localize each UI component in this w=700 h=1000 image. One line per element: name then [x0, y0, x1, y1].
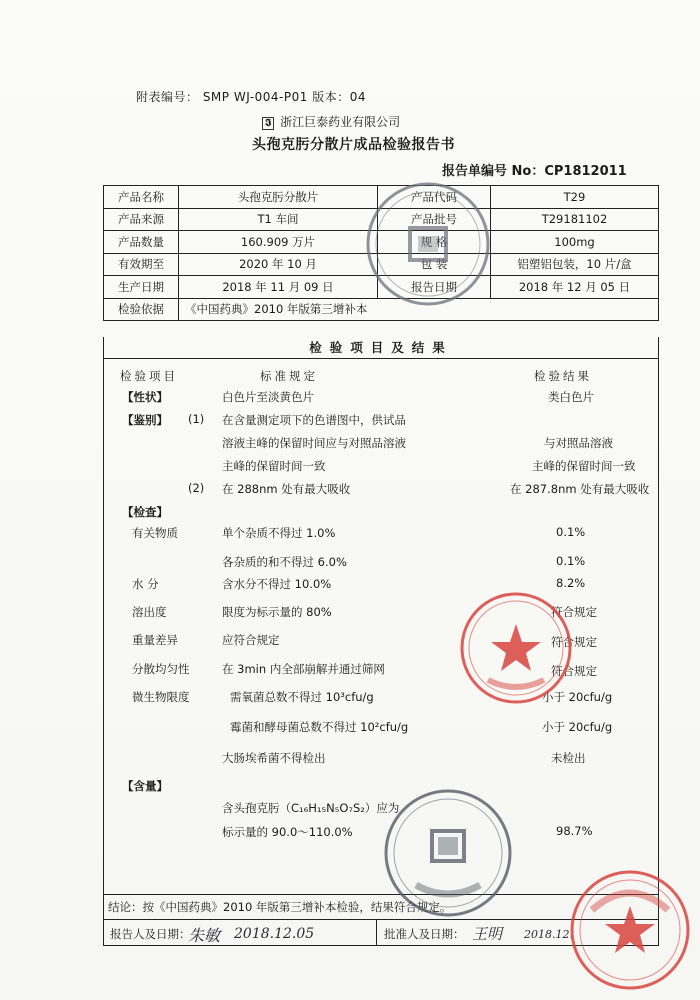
result-item: 水 分 — [132, 577, 159, 591]
basis-label: 检验依据 — [104, 298, 179, 321]
result-item: 【性状】 — [122, 390, 168, 404]
info-row — [104, 186, 659, 209]
col-header-result: 检验结果 — [534, 369, 592, 383]
result-value: 98.7% — [556, 824, 593, 838]
result-standard: 白色片至淡黄色片 — [222, 390, 314, 404]
result-value: 0.1% — [556, 525, 586, 539]
result-value: 小于 20cfu/g — [542, 690, 613, 704]
result-value: 符合规定 — [551, 605, 597, 619]
result-standard: 主峰的保留时间一致 — [222, 459, 326, 473]
result-standard: 含水分不得过 10.0% — [222, 577, 332, 591]
col-header-standard: 标准规定 — [260, 369, 318, 383]
reporter-signature: 朱敏 — [188, 926, 221, 945]
product-info-table — [103, 185, 659, 321]
info-row — [104, 276, 659, 299]
result-item: 重量差异 — [132, 633, 178, 647]
result-standard: 标示量的 90.0～110.0% — [222, 825, 353, 839]
result-value: 与对照品溶液 — [544, 436, 613, 450]
result-sub: (2) — [188, 481, 205, 495]
result-standard: 各杂质的和不得过 6.0% — [222, 555, 347, 569]
info-value: 头孢克肟分散片 — [179, 186, 378, 209]
info-row-basis — [104, 298, 659, 321]
results-area — [103, 358, 659, 895]
signature-row — [103, 920, 659, 946]
result-value: 符合规定 — [551, 664, 597, 678]
approver-label: 批准人及日期： — [384, 927, 465, 941]
company-name-line — [262, 113, 400, 130]
info-value: T1 车间 — [179, 208, 378, 231]
info-row — [104, 231, 659, 254]
info-value: T29181102 — [491, 208, 659, 231]
approver-date: 2018.12. — [524, 928, 573, 941]
conclusion-line: 结论：按《中国药典》2010 年版第三增补本检验，结果符合规定。 — [103, 895, 659, 920]
info-value: 2020 年 10 月 — [179, 253, 378, 276]
result-sub: (1) — [188, 412, 205, 426]
result-value: 小于 20cfu/g — [542, 720, 613, 734]
reporter-label: 报告人及日期： — [110, 927, 191, 941]
result-standard: 溶液主峰的保留时间应与对照品溶液 — [222, 436, 406, 450]
result-item: 分散均匀性 — [132, 662, 190, 676]
info-value: 160.909 万片 — [179, 231, 378, 254]
info-value: 铝塑铝包装，10 片/盒 — [491, 253, 659, 276]
result-value: 8.2% — [556, 576, 586, 590]
result-standard: 在 3min 内全部崩解并通过筛网 — [222, 662, 385, 676]
result-standard: 限度为标示量的 80% — [222, 605, 332, 619]
result-standard: 大肠埃希菌不得检出 — [222, 751, 326, 765]
company-name: 浙江巨泰药业有限公司 — [280, 115, 401, 129]
info-value: T29 — [491, 186, 659, 209]
info-label: 包 装 — [378, 253, 491, 276]
info-label: 生产日期 — [104, 276, 179, 299]
info-label: 产品代码 — [378, 186, 491, 209]
info-row — [104, 253, 659, 276]
result-standard: 需氧菌总数不得过 10³cfu/g — [230, 690, 374, 704]
info-row — [104, 208, 659, 231]
result-standard: 应符合规定 — [222, 633, 280, 647]
info-label: 产品来源 — [104, 208, 179, 231]
info-label: 产品批号 — [378, 208, 491, 231]
result-standard: 霉菌和酵母菌总数不得过 10²cfu/g — [230, 720, 409, 734]
info-label: 产品数量 — [104, 231, 179, 254]
reporter-date: 2018.12.05 — [234, 926, 315, 942]
info-label: 规 格 — [378, 231, 491, 254]
result-item: 【鉴别】 — [122, 413, 168, 427]
company-logo-icon: 𝕴 — [262, 117, 274, 130]
info-label: 报告日期 — [378, 276, 491, 299]
result-value: 主峰的保留时间一致 — [532, 459, 636, 473]
result-item: 【含量】 — [122, 779, 168, 793]
result-value: 0.1% — [556, 554, 586, 568]
report-number-label: 报告单编号 No： — [442, 164, 545, 179]
form-number: 附表编号： SMP WJ-004-P01 版本：04 — [136, 90, 366, 104]
info-value: 2018 年 12 月 05 日 — [491, 276, 659, 299]
result-standard: 含头孢克肟（C₁₆H₁₅N₅O₇S₂）应为 — [222, 801, 400, 815]
result-item: 溶出度 — [132, 605, 167, 619]
result-item: 微生物限度 — [132, 690, 190, 704]
result-value: 符合规定 — [551, 635, 597, 649]
report-number-value: CP1812011 — [544, 164, 627, 179]
signature-divider — [376, 920, 377, 945]
result-value: 在 287.8nm 处有最大吸收 — [510, 482, 650, 496]
approver-signature: 王明 — [472, 925, 503, 943]
document-title: 头孢克肟分散片成品检验报告书 — [252, 137, 455, 153]
result-standard: 单个杂质不得过 1.0% — [222, 526, 336, 540]
result-item: 有关物质 — [132, 526, 178, 540]
basis-value: 《中国药典》2010 年版第三增补本 — [179, 298, 659, 321]
result-value: 未检出 — [551, 751, 586, 765]
info-label: 有效期至 — [104, 253, 179, 276]
result-value: 类白色片 — [548, 390, 594, 404]
result-standard: 在含量测定项下的色谱图中，供试品 — [222, 413, 406, 427]
results-section-title: 检验项目及结果 — [103, 337, 659, 359]
report-number — [442, 160, 627, 179]
col-header-item: 检验项目 — [120, 369, 178, 383]
info-label: 产品名称 — [104, 186, 179, 209]
result-item: 【检查】 — [122, 505, 168, 519]
info-value: 2018 年 11 月 09 日 — [179, 276, 378, 299]
result-standard: 在 288nm 处有最大吸收 — [222, 482, 351, 496]
info-value: 100mg — [491, 231, 659, 254]
